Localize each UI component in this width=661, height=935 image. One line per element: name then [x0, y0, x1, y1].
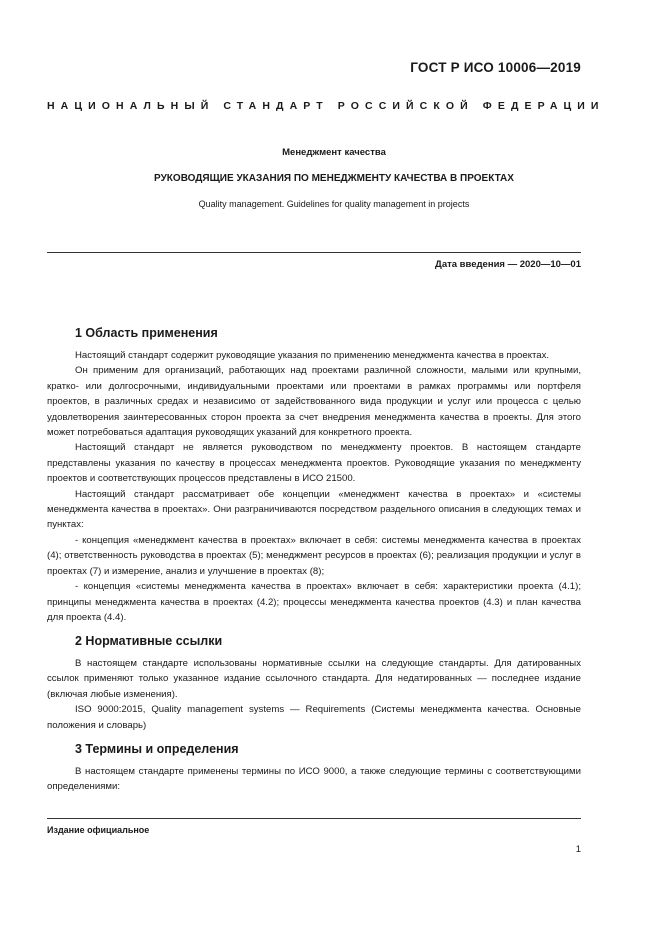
paragraph: ISO 9000:2015, Quality management systems — Requirements (Системы менеджмента качества. Основные положения и словарь)	[47, 704, 581, 731]
section-heading-scope: 1 Область применения	[75, 326, 218, 340]
section-body-normative-references	[47, 656, 581, 733]
bottom-divider	[47, 818, 581, 819]
section-heading-normative-references: 2 Нормативные ссылки	[75, 634, 223, 648]
document-category: Менеджмент качества	[282, 147, 386, 158]
top-divider	[47, 252, 581, 253]
list-item: - концепция «системы менеджмента качества в проектах» включает в себя: характеристики проекта (4.1); принципы менеджмента качества в проектах (4.2); процессы менеджмента качества проектов (4.3) и план качества для проекта (4.4).	[47, 581, 581, 623]
section-body-scope	[47, 348, 581, 625]
paragraph: В настоящем стандарте использованы нормативные ссылки на следующие стандарты. Для датированных ссылок применяют только указанное издание ссылочного стандарта. Для недатированных — последнее издание (включая любые изменения).	[47, 658, 581, 700]
official-edition-note: Издание официальное	[47, 825, 150, 835]
paragraph: Настоящий стандарт содержит руководящие указания по применению менеджмента качества в проектах.	[75, 350, 550, 361]
paragraph: Настоящий стандарт рассматривает обе концепции «менеджмент качества в проектах» и «системы менеджмента качества в проектах». Они разграничиваются посредством раздельного описания в следующих темах и пунктах:	[47, 488, 581, 531]
national-standard-banner: НАЦИОНАЛЬНЫЙ СТАНДАРТ РОССИЙСКОЙ ФЕДЕРАЦИИ	[47, 100, 605, 112]
list-item: - концепция «менеджмент качества в проектах» включает в себя: системы менеджмента качества в проектах (4); ответственность руководства в проектах (5); менеджмент ресурсов в проектах (6); реализация продукции и услуг в проектах (7) и измерение, анализ и улучшение в проектах (8);	[47, 534, 581, 577]
paragraph: В настоящем стандарте применены термины по ИСО 9000, а также следующие термины с соответствующими определениями:	[47, 766, 581, 793]
paragraph: Он применим для организаций, работающих над проектами различной сложности, малыми или крупными, кратко- или долгосрочными, индивидуальными проектами или проектами в рамках программы или портфеля проектов, в различных средах и независимо от задействованного вида продукции и услуг или процесса с целью удовлетворения заинтересованных сторон проекта за счет внедрения менеджмента качества в проекты. Для этого может потребоваться адаптация руководящих указаний для конкретного проекта.	[47, 365, 581, 439]
effective-date: Дата введения — 2020—10—01	[435, 259, 581, 270]
section-body-terms	[47, 764, 581, 795]
document-title-english: Quality management. Guidelines for quality management in projects	[198, 199, 470, 209]
page-number: 1	[575, 844, 581, 855]
standard-number: ГОСТ Р ИСО 10006—2019	[410, 60, 581, 75]
paragraph: Настоящий стандарт не является руководством по менеджменту проектов. В настоящем стандарте представлены указания по качеству в процессах менеджмента проектов. Руководящие указания по менеджменту проектов и соответствующих процессов представлены в ИСО 21500.	[47, 442, 581, 485]
section-heading-terms: 3 Термины и определения	[75, 742, 239, 756]
document-title: РУКОВОДЯЩИЕ УКАЗАНИЯ ПО МЕНЕДЖМЕНТУ КАЧЕСТВА В ПРОЕКТАХ	[154, 173, 514, 184]
